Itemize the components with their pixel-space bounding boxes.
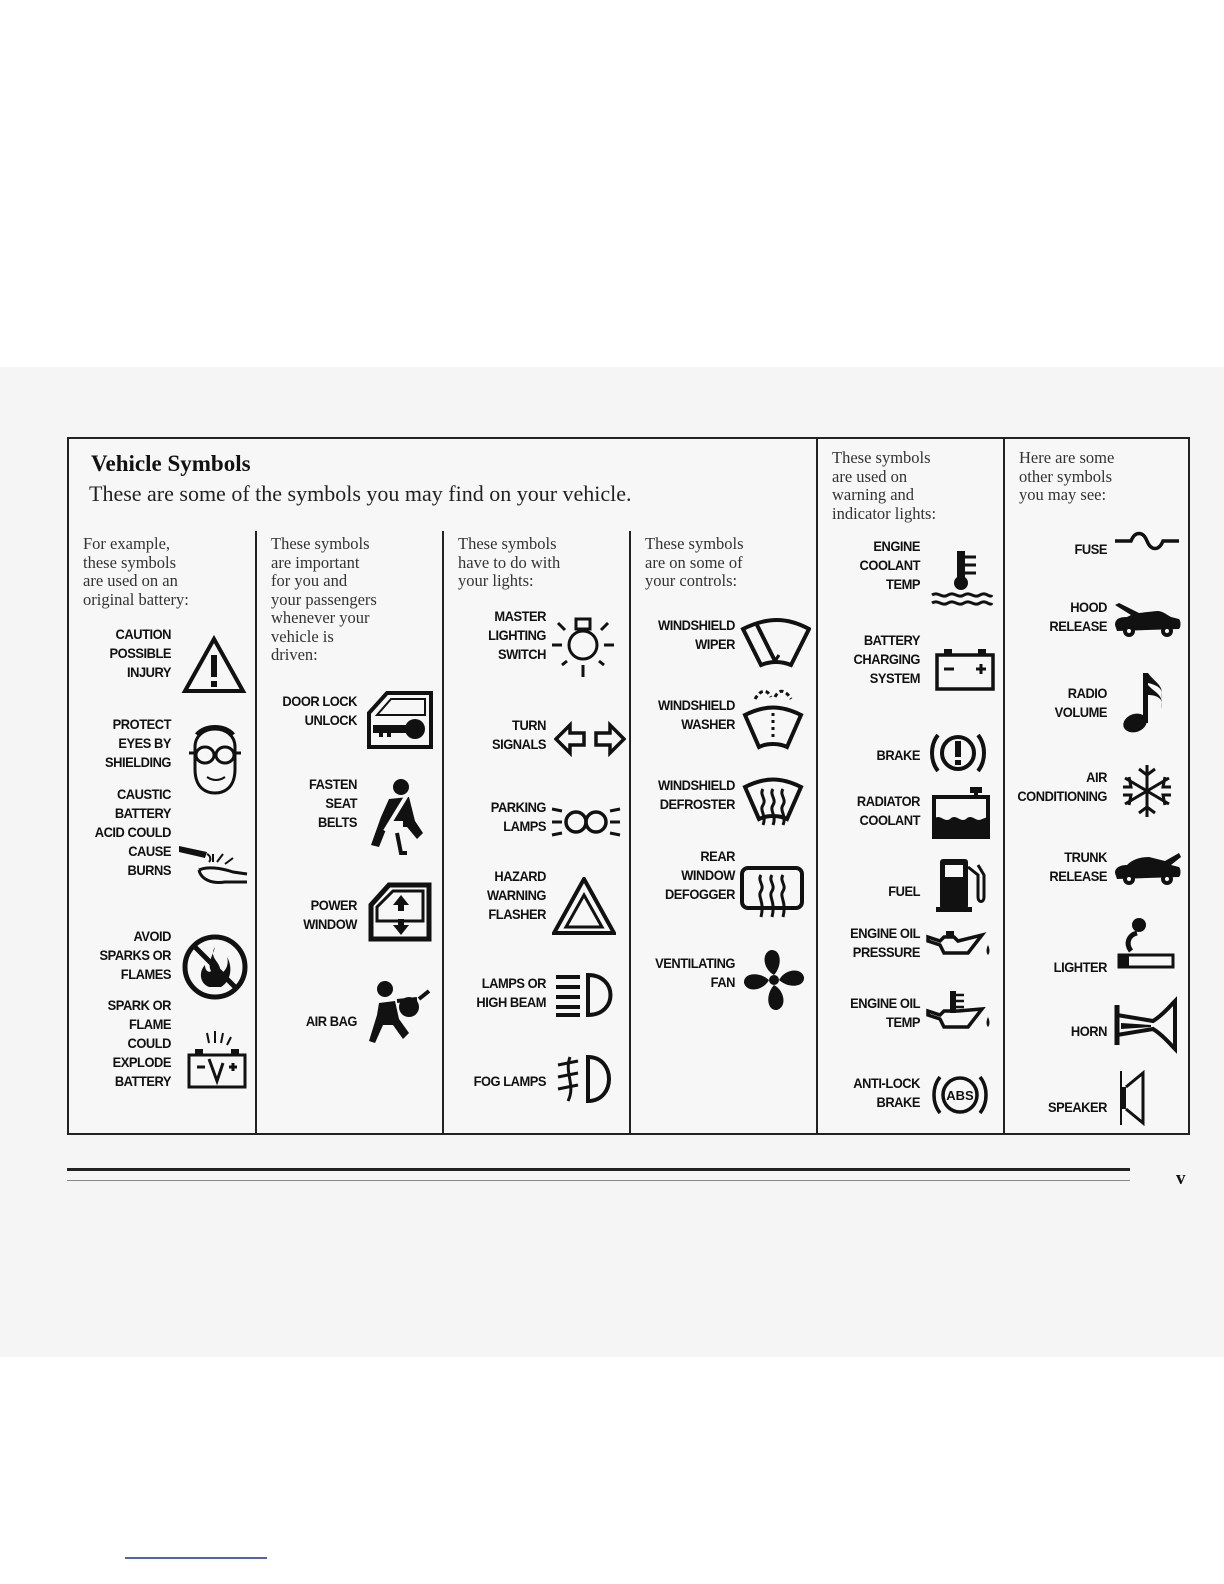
speaker-icon (1117, 1067, 1149, 1129)
footer-rule-thin (67, 1180, 1130, 1181)
symbol-label: HOOD RELEASE (1049, 599, 1107, 634)
symbol-label: TRUNK RELEASE (1049, 849, 1107, 884)
symbol-label: MASTER LIGHTING SWITCH (488, 607, 546, 662)
panel-title: Vehicle Symbols (91, 451, 251, 476)
oil-can-icon (924, 929, 994, 961)
column-intro: Here are some other symbols you may see: (1019, 448, 1115, 504)
symbol-label: TURN SIGNALS (491, 717, 546, 752)
symbol-label: CAUSTIC BATTERY ACID COULD CAUSE BURNS (94, 785, 171, 878)
music-note-icon (1117, 669, 1173, 735)
symbol-label: FASTEN SEAT BELTS (308, 775, 357, 830)
trunk-car-icon (1113, 849, 1183, 889)
snowflake-icon (1117, 761, 1177, 821)
exploding-battery-icon (185, 1029, 249, 1091)
abs-icon-text: ABS (946, 1088, 974, 1103)
footer-link-underline (125, 1557, 267, 1559)
symbol-label: AIR CONDITIONING (1017, 769, 1107, 804)
fuse-icon (1113, 527, 1181, 557)
column-intro: These symbols are on some of your controls: (645, 534, 744, 590)
symbol-label: RADIATOR COOLANT (856, 793, 920, 828)
symbol-label: WINDSHIELD DEFROSTER (658, 777, 735, 812)
fog-lamp-icon (554, 1053, 618, 1105)
page-number: v (1176, 1168, 1186, 1189)
symbol-label: AVOID SPARKS OR FLAMES (99, 927, 171, 982)
symbol-label: HAZARD WARNING FLASHER (486, 867, 546, 922)
other-symbols-column (1005, 439, 1190, 1135)
symbol-label: HORN (1070, 1022, 1107, 1039)
symbol-label: BATTERY CHARGING SYSTEM (853, 631, 920, 686)
panel-subtitle: These are some of the symbols you may find on your vehicle. (89, 481, 632, 506)
caution-triangle-icon (181, 635, 247, 695)
symbol-label: POWER WINDOW (303, 897, 357, 932)
symbol-label: FUEL (888, 882, 920, 899)
acid-hand-icon (177, 840, 249, 890)
no-flame-icon (181, 933, 249, 1001)
symbol-label: REAR WINDOW DEFOGGER (664, 847, 735, 902)
symbol-label: ENGINE COOLANT TEMP (859, 537, 920, 592)
footer-rule (67, 1168, 1130, 1171)
symbol-label: LIGHTER (1053, 958, 1107, 975)
symbol-label: SPARK OR FLAME COULD EXPLODE BATTERY (107, 996, 171, 1089)
symbol-label: PROTECT EYES BY SHIELDING (105, 715, 171, 770)
symbol-label: AIR BAG (305, 1012, 357, 1029)
symbol-label: FUSE (1074, 540, 1107, 557)
symbol-label: LAMPS OR HIGH BEAM (476, 975, 546, 1010)
symbol-label: WINDSHIELD WIPER (658, 617, 735, 652)
horn-icon (1113, 995, 1179, 1055)
symbol-label: CAUTION POSSIBLE INJURY (109, 625, 171, 680)
column-intro: For example, these symbols are used on an original battery: (83, 534, 189, 609)
symbol-label: VENTILATING FAN (655, 955, 735, 990)
symbol-label: ENGINE OIL PRESSURE (850, 925, 920, 960)
column-intro: These symbols are important for you and your passengers whenever your vehicle is driven: (271, 534, 377, 664)
cigarette-icon (1115, 915, 1179, 975)
vehicle-symbols-panel (67, 437, 1190, 1135)
symbol-label: WINDSHIELD WASHER (658, 697, 735, 732)
controls-symbols-column (631, 531, 816, 1135)
symbol-label: RADIO VOLUME (1054, 685, 1107, 720)
symbol-label: ANTI-LOCK BRAKE (853, 1075, 920, 1110)
column-intro: These symbols are used on warning and indicator lights: (832, 448, 937, 523)
symbol-label: SPEAKER (1047, 1098, 1107, 1115)
symbol-label: PARKING LAMPS (490, 799, 546, 834)
symbol-label: FOG LAMPS (473, 1072, 546, 1089)
column-intro: These symbols have to do with your lights: (458, 534, 561, 590)
battery-symbols-column (69, 531, 255, 1135)
symbol-label: DOOR LOCK UNLOCK (282, 693, 357, 728)
symbol-label: ENGINE OIL TEMP (850, 995, 920, 1030)
hood-car-icon (1113, 601, 1183, 641)
symbol-label: BRAKE (876, 746, 920, 763)
washer-icon (741, 685, 805, 751)
